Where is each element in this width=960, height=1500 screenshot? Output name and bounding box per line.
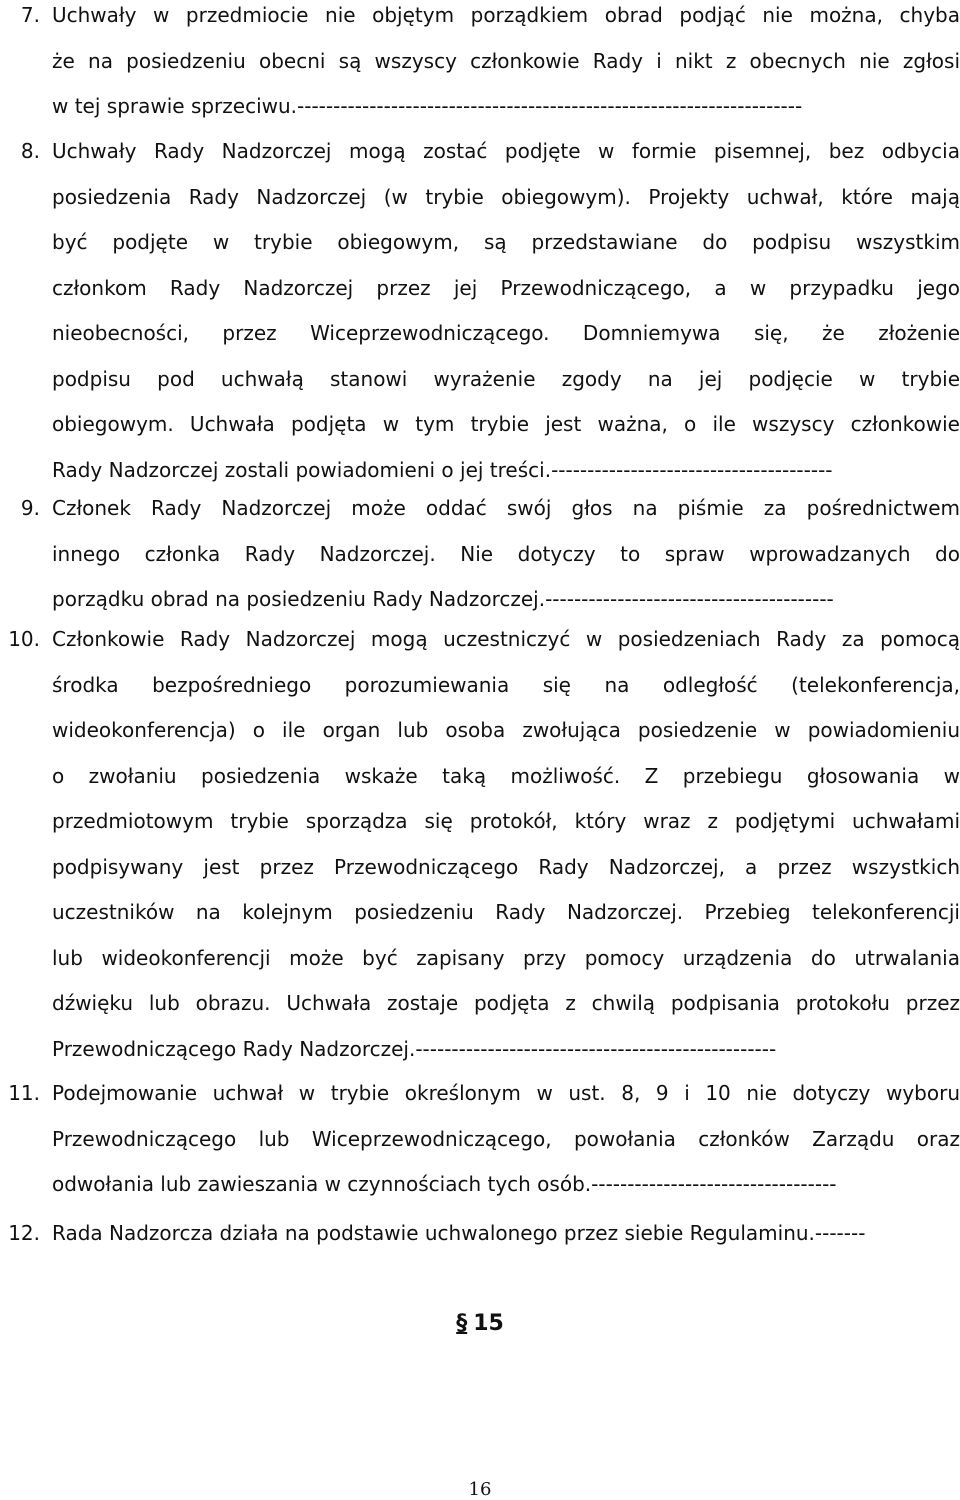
paragraph-line: być podjęte w trybie obiegowym, są przedstawiane do podpisu wszystkim: [52, 230, 960, 254]
paragraph-line: przedmiotowym trybie sporządza się protokół, który wraz z podjętymi uchwałami: [52, 809, 960, 833]
section-heading: [0, 1309, 960, 1339]
paragraph-line: środka bezpośredniego porozumiewania się na odległość (telekonferencja,: [52, 672, 960, 697]
paragraph-line: że na posiedzeniu obecni są wszyscy członkowie Rady i nikt z obecnych nie zgłosi: [52, 48, 960, 73]
paragraph-number: 12.: [8, 1221, 40, 1245]
paragraph-line: o zwołaniu posiedzenia wskaże taką możliwość. Z przebiegu głosowania w: [52, 763, 960, 788]
paragraph-line: podpisu pod uchwałą stanowi wyrażenie zgody na jej podjęcie w trybie: [52, 366, 960, 391]
paragraph-line: lub wideokonferencji może być zapisany przy pomocy urządzenia do utrwalania: [52, 945, 960, 970]
paragraph-line: Rada Nadzorcza działa na podstawie uchwalonego przez siebie Regulaminu.-------: [52, 1221, 866, 1245]
paragraph-number: 10.: [8, 627, 40, 651]
paragraph-number: 7.: [20, 3, 40, 27]
paragraph-line: Członkowie Rady Nadzorczej mogą uczestniczyć w posiedzeniach Rady za pomocą: [52, 627, 960, 651]
paragraph-line: Przewodniczącego lub Wiceprzewodniczącego, powołania członków Zarządu oraz: [52, 1126, 960, 1151]
paragraph-line: uczestników na kolejnym posiedzeniu Rady Nadzorczej. Przebieg telekonferencji: [52, 900, 960, 924]
paragraph-number: 9.: [20, 496, 40, 520]
paragraph-line: porządku obrad na posiedzeniu Rady Nadzorczej.----------------------------------------: [52, 587, 834, 611]
paragraph-line: nieobecności, przez Wiceprzewodniczącego. Domniemywa się, że złożenie: [52, 321, 960, 345]
paragraph-line: Podejmowanie uchwał w trybie określonym w ust. 8, 9 i 10 nie dotyczy wyboru: [52, 1081, 960, 1105]
paragraph-line: Rady Nadzorczej zostali powiadomieni o jej treści.---------------------------------------: [52, 457, 833, 482]
paragraph-line: podpisywany jest przez Przewodniczącego Rady Nadzorczej, a przez wszystkich: [52, 854, 960, 879]
paragraph-line: Uchwały Rady Nadzorczej mogą zostać podjęte w formie pisemnej, bez odbycia: [52, 139, 960, 163]
paragraph-line: Przewodniczącego Rady Nadzorczej.--------------------------------------------------: [52, 1036, 777, 1061]
paragraph-line: odwołania lub zawieszania w czynnościach tych osób.----------------------------------: [52, 1172, 837, 1196]
section-number: 15: [473, 1311, 504, 1336]
paragraph-line: obiegowym. Uchwała podjęta w tym trybie jest ważna, o ile wszyscy członkowie: [52, 412, 960, 436]
paragraph-line: w tej sprawie sprzeciwu.----------------------------------------------------------------------: [52, 94, 803, 118]
paragraph-line: innego członka Rady Nadzorczej. Nie dotyczy to spraw wprowadzanych do: [52, 541, 960, 566]
page-number: 16: [468, 1479, 492, 1500]
paragraph-number: 11.: [8, 1081, 40, 1105]
section-sign: §: [456, 1311, 468, 1336]
paragraph-line: Uchwały w przedmiocie nie objętym porządkiem obrad podjąć nie można, chyba: [52, 3, 960, 27]
paragraph-line: wideokonferencja) o ile organ lub osoba zwołująca posiedzenie w powiadomieniu: [52, 718, 960, 742]
paragraph-line: członkom Rady Nadzorczej przez jej Przewodniczącego, a w przypadku jego: [52, 275, 960, 300]
paragraph-line: dźwięku lub obrazu. Uchwała zostaje podjęta z chwilą podpisania protokołu przez: [52, 991, 960, 1015]
paragraph-line: posiedzenia Rady Nadzorczej (w trybie obiegowym). Projekty uchwał, które mają: [52, 184, 960, 209]
paragraph-line: Członek Rady Nadzorczej może oddać swój głos na piśmie za pośrednictwem: [52, 496, 960, 520]
paragraph-number: 8.: [20, 139, 40, 163]
